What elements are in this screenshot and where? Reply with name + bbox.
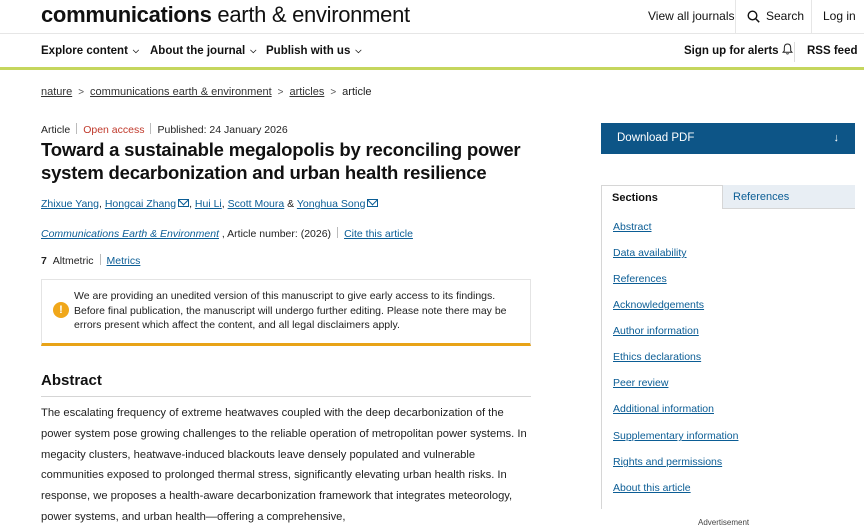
tab-sections[interactable]: Sections xyxy=(601,185,723,209)
article-number: , Article number: (2026) xyxy=(221,228,332,240)
download-icon: ↓ xyxy=(833,132,839,144)
breadcrumb-nature[interactable]: nature xyxy=(41,86,73,98)
nav-explore-label: Explore content xyxy=(41,45,128,57)
section-link-ethics-declarations[interactable]: Ethics declarations xyxy=(613,351,702,363)
section-link-author-information[interactable]: Author information xyxy=(613,325,699,337)
section-link-rights-and-permissions[interactable]: Rights and permissions xyxy=(613,456,723,468)
tab-references[interactable]: References xyxy=(723,185,855,209)
open-access-label: Open access xyxy=(83,124,145,136)
unedited-manuscript-notice xyxy=(41,279,531,346)
article-type: Article xyxy=(41,124,71,136)
rss-feed-link[interactable]: RSS feed xyxy=(807,45,858,57)
nav-publish-with-us[interactable] xyxy=(266,34,361,68)
login-link[interactable]: Log in xyxy=(823,9,856,23)
author-link[interactable]: Yonghua Song xyxy=(296,198,366,210)
cite-this-article-link[interactable]: Cite this article xyxy=(344,228,413,240)
meta-divider xyxy=(76,123,77,134)
view-all-journals-link[interactable]: View all journals xyxy=(648,9,735,23)
meta-divider xyxy=(100,254,101,265)
breadcrumb-articles[interactable]: articles xyxy=(289,86,325,98)
notice-text: We are providing an unedited version of this manuscript to give early access to its findings. Before final publication, the manuscript will undergo further editing. Please note there may be errors present which affect the content, and all legal disclaimers apply. xyxy=(74,290,507,331)
brand-rest: earth & environment xyxy=(217,2,410,27)
sections-list xyxy=(601,209,855,509)
download-pdf-button[interactable] xyxy=(601,123,855,154)
section-link-peer-review[interactable]: Peer review xyxy=(613,377,669,389)
warning-icon: ! xyxy=(53,302,69,318)
chevron-right-icon: > xyxy=(78,87,85,98)
meta-divider xyxy=(150,123,151,134)
journal-logo[interactable] xyxy=(41,2,410,28)
author-link[interactable]: Zhixue Yang xyxy=(41,198,99,210)
nav-about-journal[interactable] xyxy=(150,34,256,68)
breadcrumb-journal[interactable]: communications earth & environment xyxy=(90,86,272,98)
chevron-down-icon: ⌵ xyxy=(355,46,362,55)
sign-up-alerts-link[interactable] xyxy=(684,34,793,68)
email-icon[interactable] xyxy=(178,199,189,207)
search-button[interactable] xyxy=(747,0,804,34)
section-link-about-this-article[interactable]: About this article xyxy=(613,482,691,494)
abstract-text: The escalating frequency of extreme heatwaves coupled with the deep decarbonization of the power system pose growing challenges to the reliable operation of metropolitan power systems. In megacity clusters, heatwave-induced blackouts leave densely populated and vulnerable communities exposed to prolonged thermal stress, significantly elevating urban health risks. In response, we proposes a health-aware decarbonization framework that integrates meteorology, power systems, and urban health—offering a comprehensive, xyxy=(41,407,527,523)
author-and: & xyxy=(287,198,295,210)
journal-link[interactable]: Communications Earth & Environment xyxy=(41,228,219,240)
altmetric-score: 7 xyxy=(41,255,47,267)
abstract-heading: Abstract xyxy=(41,372,531,397)
chevron-down-icon: ⌵ xyxy=(132,46,139,55)
metrics-row xyxy=(41,254,140,267)
nav-divider xyxy=(794,42,795,62)
advertisement-label: Advertisement xyxy=(698,518,750,527)
section-link-acknowledgements[interactable]: Acknowledgements xyxy=(613,299,705,311)
author-link[interactable]: Hongcai Zhang xyxy=(104,198,177,210)
author-link[interactable]: Scott Moura xyxy=(227,198,285,210)
email-icon[interactable] xyxy=(367,199,378,207)
published-date: Published: 24 January 2026 xyxy=(157,124,288,136)
site-header xyxy=(0,0,864,34)
nav-about-label: About the journal xyxy=(150,45,246,57)
article-title: Toward a sustainable megalopolis by reconciling power system decarbonization and urban health resilience xyxy=(41,139,521,183)
section-link-additional-information[interactable]: Additional information xyxy=(613,403,714,415)
article-meta xyxy=(41,123,288,136)
search-label: Search xyxy=(766,9,805,23)
section-link-supplementary-information[interactable]: Supplementary information xyxy=(613,430,739,442)
breadcrumb xyxy=(41,86,372,98)
author-link[interactable]: Hui Li xyxy=(194,198,222,210)
metrics-link[interactable]: Metrics xyxy=(106,255,141,267)
alerts-label: Sign up for alerts xyxy=(684,45,779,57)
section-link-abstract[interactable]: Abstract xyxy=(613,221,652,233)
chevron-down-icon: ⌵ xyxy=(250,46,257,55)
author-list: Zhixue Yang, Hongcai Zhang , Hui Li, Scott Moura & Yonghua Song xyxy=(41,198,378,210)
journal-nav xyxy=(0,34,864,70)
brand-bold: communications xyxy=(41,2,212,27)
section-link-references[interactable]: References xyxy=(613,273,667,285)
meta-divider xyxy=(337,227,338,238)
download-pdf-label: Download PDF xyxy=(617,132,695,144)
search-icon xyxy=(747,10,760,23)
chevron-right-icon: > xyxy=(277,87,284,98)
nav-explore-content[interactable] xyxy=(41,34,139,68)
citation-line xyxy=(41,227,413,240)
header-divider xyxy=(811,0,812,34)
header-divider xyxy=(735,0,736,34)
sidebar-tabs xyxy=(601,185,855,209)
section-link-data-availability[interactable]: Data availability xyxy=(613,247,687,259)
altmetric-label: Altmetric xyxy=(52,255,94,267)
chevron-right-icon: > xyxy=(330,87,337,98)
bell-icon xyxy=(782,43,793,55)
breadcrumb-current: article xyxy=(342,86,372,98)
nav-publish-label: Publish with us xyxy=(266,45,351,57)
